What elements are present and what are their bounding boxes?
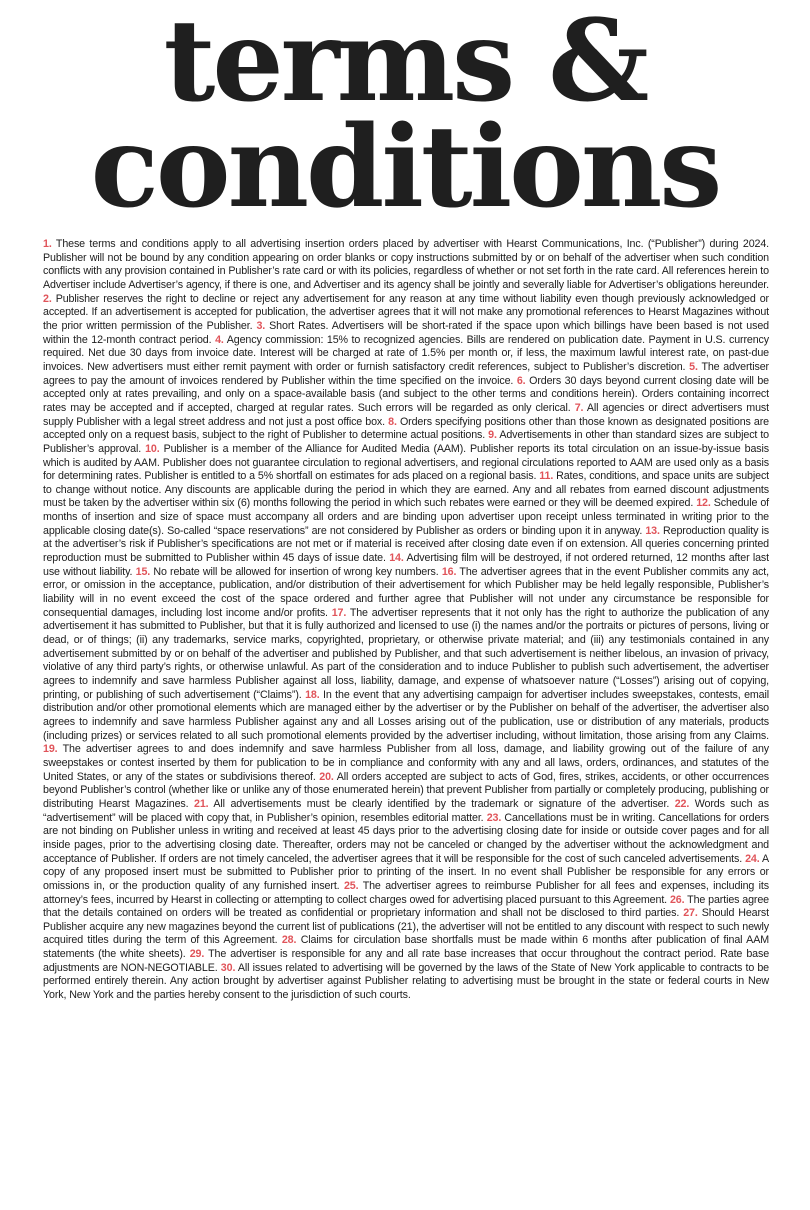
clause-17 <box>43 607 769 701</box>
clause-text: Schedule of months of insertion and size of space must accompany all orders and are binding upon advertiser upon receipt unless terminated in writing prior to the applicable closing date(s). So-called “space reservations” are not considered by Publisher as orders or binding upon it in anyway. <box>43 497 769 537</box>
clause-text: Orders 30 days beyond current closing date will be accepted only at rates prevailing, and only on a space-available basis (and subject to the other terms and conditions herein). Orders containing incorrect rates may be accepted and if accepted, charged at regular rates. Such errors will be regarded as only clerical. <box>43 374 769 414</box>
clause-number: 19. <box>43 743 58 756</box>
clause-text: The advertiser is responsible for any and all rate base increases that occur throughout the contract period. Rate base adjustments are NON-NEGOTIABLE. <box>43 948 770 974</box>
clause-text: Words such as “advertisement” will be placed with copy that, in Publisher’s opinion, resembles editorial matter. <box>43 797 769 824</box>
clause-number: 6. <box>516 374 526 387</box>
clause-21 <box>194 798 669 810</box>
clause-number: 21. <box>194 797 209 810</box>
clause-text: Should Hearst Publisher acquire any new magazines beyond the current list of publications (21), the advertiser will not be entitled to any discount with respect to such newly acquired titles during the term of this Agreement. <box>43 907 770 947</box>
clause-number: 12. <box>696 497 711 510</box>
clause-number: 24. <box>745 852 760 865</box>
clause-number: 10. <box>145 442 160 455</box>
clause-text: Publisher is a member of the Alliance for Audited Media (AAM). Publisher reports its total circulation on an issue-by-issue basis which is audited by AAM. Publisher does not guarantee circulation to regional advertisers, and regional circulations reported to AAM are used only as a basis for determining rates. Publisher is entitled to a 5% shortfall on estimates for ads placed on a regional basis. <box>43 442 769 483</box>
clause-number: 13. <box>645 524 660 537</box>
clause-number: 2. <box>43 292 52 305</box>
clause-text: All orders accepted are subject to acts of God, fires, strikes, accidents, or other occurrences beyond Publisher’s control (whether like or unlike any of those enumerated herein) that prevent Publisher from partially or completely producing, publishing or distributing Hearst Magazines. <box>43 770 769 810</box>
clause-number: 22. <box>674 797 690 810</box>
clause-number: 1. <box>43 238 52 250</box>
clause-text: A copy of any proposed insert must be submitted to Publisher prior to printing of the insert. In no event shall Publisher be responsible for any errors or omissions in, or the production quality of any furnished insert. <box>43 852 769 892</box>
clause-number: 3. <box>256 319 266 332</box>
clause-text: All advertisements must be clearly identified by the trademark or signature of the advertiser. <box>213 797 670 810</box>
clause-text: The advertiser agrees to and does indemnify and save harmless Publisher from all loss, damage, and liability growing out of the failure of any sweepstakes or contest inserted by them for publication to be in compliance and conformity with any and all laws, orders, ordinances, and statutes of the United States, or any of the states or subdivisions thereof. <box>43 743 769 783</box>
clause-1 <box>43 238 769 291</box>
clause-number: 8. <box>388 415 397 428</box>
clause-text: In the event that any advertising campaign for advertiser includes sweepstakes, contests, email distribution and/or other promotional elements which are managed either by the advertiser or by the Publisher on behalf of the advertiser, the advertiser also agrees to indemnify and save harmless Publisher against any and all Losses arising out of the publication, use or distribution of any materials, products (including prizes) or services related to all such promotional elements provided by the advertiser including, without limitation, those arising from any Claims. <box>43 688 770 742</box>
clause-text: All agencies or direct advertisers must supply Publisher with a legal street address and not just a post office box. <box>43 401 769 428</box>
clause-number: 14. <box>389 552 404 565</box>
clause-text: All issues related to advertising will be governed by the laws of the State of New York applicable to contracts to be performed entirely therein. Any action brought by advertiser against Publisher relating to advertising must be brought in the state or federal courts in New York, New York and the parties hereby consent to the jurisdiction of such courts. <box>43 961 769 1002</box>
clause-number: 16. <box>441 565 457 578</box>
clause-number: 27. <box>683 907 698 920</box>
clause-number: 30. <box>220 961 236 974</box>
page-title-line-1: terms & <box>163 0 647 127</box>
clause-text: The advertiser represents that it not only has the right to authorize the publication of any advertisement it has submitted to Publisher, but that it is fully authorized and licensed to use (i) the names and/or the portraits or pictures of persons, living or dead, or of things; (ii) any trademarks, service marks, copyrighted, proprietary, or otherwise private material; and (iii) any testimonials contained in any advertisement submitted by or on behalf of the advertiser and published by Publisher, and that such advertisement is neither libelous, an invasion of privacy, violative of any third party’s rights, or otherwise unlawful. As part of the consideration and to induce Publisher to publish such advertisement, the advertiser agrees to indemnify and save harmless Publisher against all loss, liability, damage, and expense of whatsoever nature (“Losses”) arising out of copying, printing, or publishing of such advertisement (“Claims”). <box>43 606 769 701</box>
clause-text: Agency commission: 15% to recognized agencies. Bills are rendered on publication date. Payment in U.S. currency required. Net due 30 days from invoice date. Interest will be charged at rate of 1.5% per month or, if less, the maximum lawful interest rate, on past-due invoices. New advertisers must either remit payment with order or furnish satisfactory credit references, subject to Publisher’s discretion. <box>43 333 769 373</box>
clause-text: Rates, conditions, and space units are subject to change without notice. Any discounts are applicable during the period in which they are earned. Any and all rebates from earned discount adjustments must be taken by the advertiser within six (6) months following the period in which such rebates were earned or they will be deemed expired. <box>43 470 770 510</box>
clause-number: 29. <box>189 948 205 961</box>
terms-body <box>43 238 769 1003</box>
clause-text: Publisher reserves the right to decline or reject any advertisement for any reason at any time without liability even though previously acknowledged or accepted. If an advertisement is accepted for publication, the advertiser agrees that it will not make any promotional references to Hearst Magazines without the prior written permission of the Publisher. <box>43 292 769 332</box>
clause-number: 20. <box>319 770 334 783</box>
clause-text: The advertiser agrees to pay the amount of invoices rendered by Publisher within the time specified on the invoice. <box>43 360 769 387</box>
clause-number: 28. <box>281 934 297 947</box>
clause-number: 17. <box>331 606 347 619</box>
clause-text: Cancellations must be in writing. Cancellations for orders are not binding on Publisher unless in writing and received at least 45 days prior to the advertising closing date for inside or outside cover pages and for all inside pages, prior to the advertising closing date. Thereafter, orders may not be canceled or changed by the advertiser without the acknowledgment and acceptance of Publisher. If orders are not timely canceled, the advertiser agrees that it will be responsible for the cost of such canceled advertisements. <box>43 811 769 865</box>
clause-text: Short Rates. Advertisers will be short-rated if the space upon which billings have been based is not used within the 12-month contract period. <box>43 319 769 346</box>
page-title-line-2: conditions <box>90 102 720 233</box>
clause-15 <box>136 566 439 578</box>
clause-number: 26. <box>669 893 685 906</box>
clause-text: Advertisements in other than standard sizes are subject to Publisher’s approval. <box>43 429 769 455</box>
clause-number: 5. <box>689 360 698 373</box>
clause-number: 9. <box>488 429 497 442</box>
clause-number: 18. <box>305 688 320 701</box>
clause-text: The parties agree that the details contained on orders will be treated as confidential or proprietary information and shall not be disclosed to third parties. <box>43 893 770 920</box>
clause-number: 23. <box>486 811 502 824</box>
clause-number: 4. <box>215 333 224 346</box>
clause-text: Orders specifying positions other than those known as designated positions are accepted only on a request basis, subject to the right of Publisher to determine actual positions. <box>43 415 769 442</box>
clause-text: Claims for circulation base shortfalls must be made within 6 months after publication of final AAM statements (the white sheets). <box>43 934 769 961</box>
clause-text: Advertising film will be destroyed, if not ordered returned, 12 months after last use without liability. <box>43 552 769 578</box>
clause-number: 7. <box>574 401 584 414</box>
clause-number: 15. <box>135 565 151 578</box>
clause-text: No rebate will be allowed for insertion of wrong key numbers. <box>153 565 439 578</box>
clause-text: Reproduction quality is at the advertiser’s risk if Publisher’s specifications are not met or if material is received after closing date even if on extension. All queries concerning printed reproduction must be submitted to Publisher within 45 days of issue date. <box>43 524 769 565</box>
clause-text: These terms and conditions apply to all advertising insertion orders placed by advertiser with Hearst Communications, Inc. (“Publisher”) during 2024. Publisher will not be bound by any condition appearing on order blanks or copy instructions submitted by or on behalf of the advertiser when such condition conflicts with any provision contained in Publisher’s rate card or with its policies, regardless of whether or not set forth in the rate card. All references herein to Advertiser include Advertiser’s agency, if there is one, and Advertiser and its agency shall be jointly and severally liable for Advertiser’s obligations hereunder. <box>43 238 770 291</box>
clause-text: The advertiser agrees to reimburse Publisher for all fees and expenses, including its attorney’s fees, incurred by Hearst in collecting or attempting to collect charges owed for advertising placed pursuant to this Agreement. <box>43 879 769 906</box>
clause-number: 11. <box>539 470 554 483</box>
clause-text: The advertiser agrees that in the event Publisher commits any act, error, or omission in the acceptance, publication, and/or distribution of their advertisement for which Publisher may be held legally responsible, Publisher’s liability will in no event exceed the cost of the space ordered and further agree that Publisher will not under any circumstance be responsible for consequential damages, including lost income and/or profits. <box>43 565 769 619</box>
clause-number: 25. <box>343 879 359 892</box>
